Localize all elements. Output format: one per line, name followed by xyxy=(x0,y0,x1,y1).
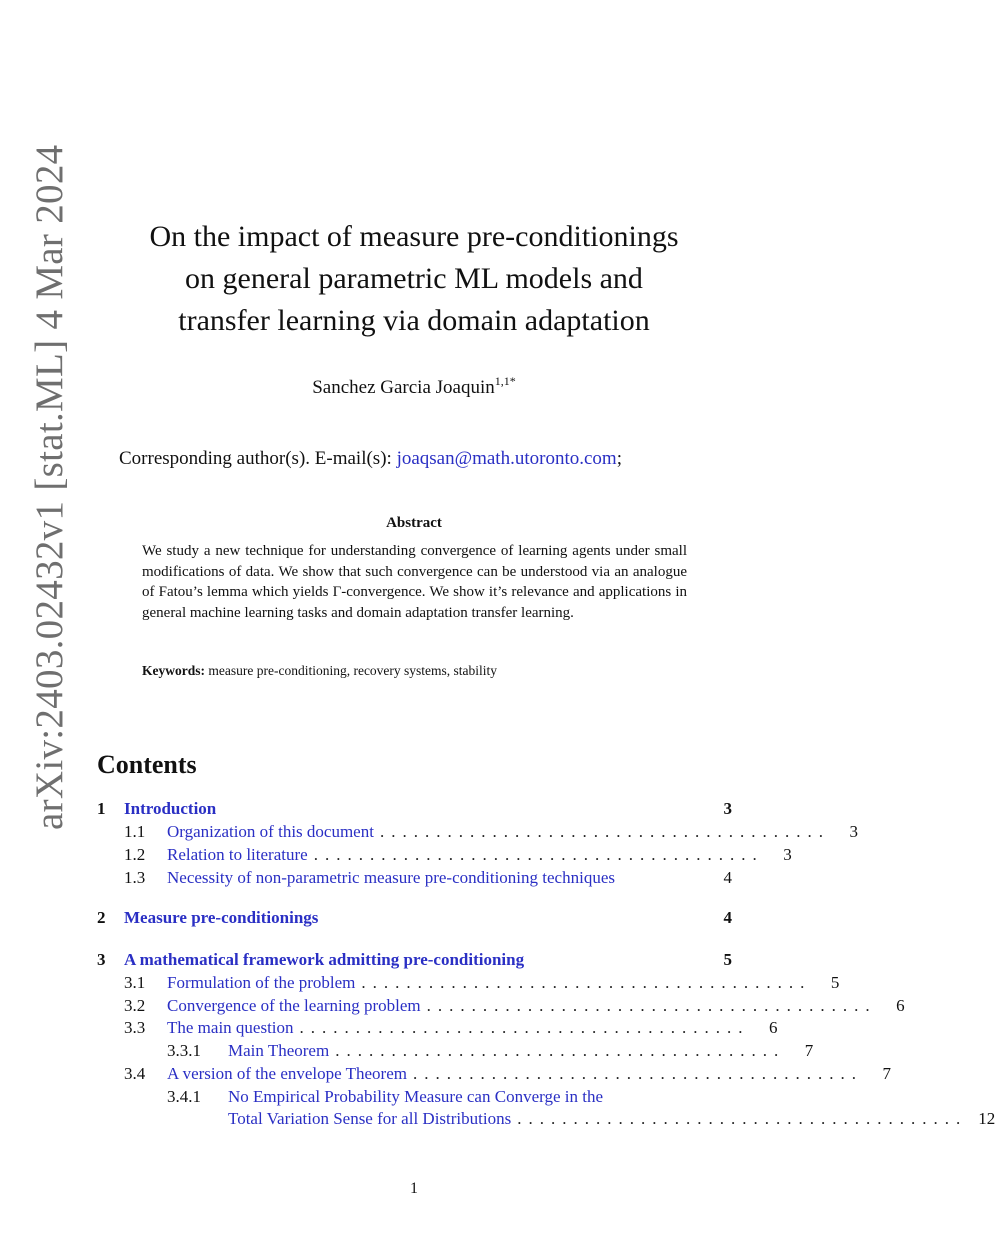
toc-title-link[interactable]: Formulation of the problem xyxy=(167,973,356,992)
toc-number: 3.3 xyxy=(124,1018,146,1037)
toc-leader: ........................................ xyxy=(412,1064,863,1083)
keywords-label: Keywords: xyxy=(142,663,205,678)
toc-entry-necessity[interactable] xyxy=(97,867,732,889)
toc-leader: ........................................ xyxy=(426,996,877,1015)
toc-page[interactable]: 5 xyxy=(723,950,732,969)
toc-number: 1.1 xyxy=(124,822,146,841)
toc-leader: ........................................ xyxy=(379,822,830,841)
toc-number: 3 xyxy=(97,950,106,969)
contents-heading: Contents xyxy=(97,750,197,779)
toc-number: 1.2 xyxy=(124,845,146,864)
toc-page[interactable]: 3 xyxy=(783,845,792,864)
toc-number: 2 xyxy=(97,908,106,927)
toc-title-link[interactable]: The main question xyxy=(167,1018,294,1037)
toc-leader: ........................................ xyxy=(517,1109,968,1128)
toc-page[interactable]: 4 xyxy=(723,868,732,887)
arxiv-stamp: arXiv:2403.02432v1 [stat.ML] 4 Mar 2024 xyxy=(28,144,71,830)
toc-title-link[interactable]: Total Variation Sense for all Distributions xyxy=(228,1109,512,1128)
toc-leader: ........................................ xyxy=(299,1018,750,1037)
paper-title xyxy=(90,216,738,342)
toc-page[interactable]: 4 xyxy=(723,908,732,927)
title-line-3: transfer learning via domain adaptation xyxy=(178,304,650,337)
toc-leader: ........................................ xyxy=(335,1041,786,1060)
toc-page[interactable]: 6 xyxy=(769,1018,778,1037)
toc-entry-empirical-cont[interactable] xyxy=(97,1108,995,1130)
email-link[interactable]: joaqsan@math.utoronto.com xyxy=(396,448,617,469)
toc-entry-main-question[interactable] xyxy=(97,1017,778,1039)
toc-number: 3.2 xyxy=(124,996,146,1015)
toc-entry-main-theorem[interactable] xyxy=(97,1040,814,1062)
toc-number: 3.1 xyxy=(124,973,146,992)
keywords xyxy=(142,663,702,679)
toc-title-link[interactable]: Introduction xyxy=(124,799,217,818)
toc-title-link[interactable]: Organization of this document xyxy=(167,822,374,841)
toc-page[interactable]: 6 xyxy=(896,996,905,1015)
toc-entry-envelope[interactable] xyxy=(97,1063,891,1085)
corresponding-author xyxy=(119,448,622,470)
toc-title-link[interactable]: Main Theorem xyxy=(228,1041,330,1060)
toc-entry-organization[interactable] xyxy=(97,821,858,843)
toc-page[interactable]: 12 xyxy=(978,1109,995,1128)
toc-title-link[interactable]: No Empirical Probability Measure can Converge in the xyxy=(228,1087,604,1106)
toc-entry-empirical[interactable] xyxy=(97,1086,732,1108)
title-line-1: On the impact of measure pre-conditionings xyxy=(149,220,679,253)
toc-number: 3.3.1 xyxy=(167,1041,201,1060)
toc-entry-formulation[interactable] xyxy=(97,972,840,994)
toc-page[interactable]: 3 xyxy=(849,822,858,841)
toc-number: 3.4 xyxy=(124,1064,146,1083)
toc-number: 1.3 xyxy=(124,868,146,887)
keywords-text: measure pre-conditioning, recovery systems, stability xyxy=(205,663,498,678)
toc-entry-framework[interactable] xyxy=(97,949,732,971)
page-number: 1 xyxy=(410,1180,418,1197)
author-line xyxy=(90,374,738,399)
toc-title-link[interactable]: Measure pre-conditionings xyxy=(124,908,319,927)
toc-leader: ........................................ xyxy=(361,973,812,992)
toc-page[interactable]: 3 xyxy=(723,799,732,818)
corresponding-label: Corresponding author(s). E-mail(s): xyxy=(119,448,397,469)
toc-title-link[interactable]: Relation to literature xyxy=(167,845,308,864)
toc-number: 3.4.1 xyxy=(167,1087,201,1106)
toc-title-link[interactable]: Necessity of non-parametric measure pre-conditioning techniques xyxy=(167,868,615,887)
toc-title-link[interactable]: A mathematical framework admitting pre-conditioning xyxy=(124,950,525,969)
toc-number: 1 xyxy=(97,799,106,818)
toc-page[interactable]: 5 xyxy=(830,973,840,992)
toc-page[interactable]: 7 xyxy=(882,1064,891,1083)
title-line-2: on general parametric ML models and xyxy=(185,262,643,295)
toc-entry-relation[interactable] xyxy=(97,844,792,866)
abstract-heading: Abstract xyxy=(386,515,442,531)
corresponding-suffix: ; xyxy=(616,448,622,469)
toc-page[interactable]: 7 xyxy=(804,1041,814,1060)
abstract-text: We study a new technique for understanding convergence of learning agents under small modifications of data. We show that such convergence can be understood via an analogue of Fatou’s lemma which yields Γ-convergence. We show it’s relevance and applications in general machine learning tasks and domain adaptation transfer learning. xyxy=(142,543,687,622)
author-name: Sanchez Garcia Joaquin xyxy=(312,377,495,398)
author-affiliation: 1,1* xyxy=(494,374,516,388)
toc-entry-measure[interactable] xyxy=(97,907,732,929)
toc-entry-introduction[interactable] xyxy=(97,798,732,820)
toc-entry-convergence[interactable] xyxy=(97,995,905,1017)
toc-title-link[interactable]: A version of the envelope Theorem xyxy=(167,1064,407,1083)
toc-title-link[interactable]: Convergence of the learning problem xyxy=(167,996,421,1015)
toc-leader: ........................................ xyxy=(313,845,764,864)
